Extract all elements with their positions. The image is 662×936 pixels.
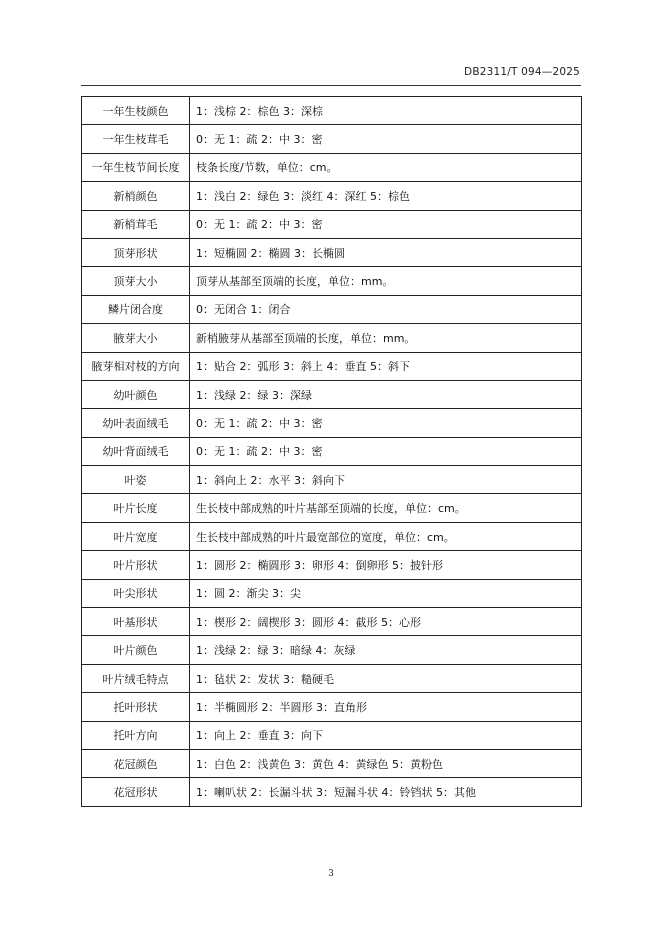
table-row: [82, 494, 582, 522]
trait-description-cell: 1：喇叭状 2：长漏斗状 3：短漏斗状 4：铃铛状 5：其他: [190, 778, 582, 806]
trait-name-cell: 托叶形状: [82, 693, 190, 721]
table-row: [82, 267, 582, 295]
trait-description-cell: 0：无 1：疏 2：中 3：密: [190, 409, 582, 437]
trait-name-cell: 叶基形状: [82, 608, 190, 636]
page-number: 3: [328, 869, 334, 879]
trait-name-cell: 一年生枝茸毛: [82, 125, 190, 153]
trait-description-cell: 生长枝中部成熟的叶片最宽部位的宽度，单位：cm。: [190, 522, 582, 550]
table-row: [82, 522, 582, 550]
table-row: [82, 97, 582, 125]
trait-name-cell: 一年生枝颜色: [82, 97, 190, 125]
trait-description-cell: 1：浅棕 2：棕色 3：深棕: [190, 97, 582, 125]
trait-name-cell: 腋芽大小: [82, 324, 190, 352]
trait-description-cell: 新梢腋芽从基部至顶端的长度，单位：mm。: [190, 324, 582, 352]
trait-description-cell: 0：无 1：疏 2：中 3：密: [190, 125, 582, 153]
traits-table-body: [82, 97, 582, 807]
trait-name-cell: 腋芽相对枝的方向: [82, 352, 190, 380]
trait-name-cell: 叶片长度: [82, 494, 190, 522]
trait-description-cell: 0：无闭合 1：闭合: [190, 295, 582, 323]
table-row: [82, 437, 582, 465]
trait-name-cell: 花冠形状: [82, 778, 190, 806]
trait-name-cell: 叶姿: [82, 466, 190, 494]
table-row: [82, 579, 582, 607]
trait-name-cell: 顶芽大小: [82, 267, 190, 295]
trait-name-cell: 新梢颜色: [82, 182, 190, 210]
trait-description-cell: 1：斜向上 2：水平 3：斜向下: [190, 466, 582, 494]
trait-name-cell: 叶尖形状: [82, 579, 190, 607]
table-row: [82, 324, 582, 352]
table-row: [82, 721, 582, 749]
table-row: [82, 380, 582, 408]
trait-description-cell: 0：无 1：疏 2：中 3：密: [190, 210, 582, 238]
table-row: [82, 608, 582, 636]
table-row: [82, 125, 582, 153]
trait-description-cell: 1：浅绿 2：绿 3：深绿: [190, 380, 582, 408]
table-row: [82, 778, 582, 806]
table-row: [82, 636, 582, 664]
table-row: [82, 352, 582, 380]
trait-description-cell: 1：圆形 2：椭圆形 3：卵形 4：倒卵形 5：披针形: [190, 551, 582, 579]
traits-table: [81, 96, 582, 807]
table-row: [82, 182, 582, 210]
table-row: [82, 749, 582, 777]
table-row: [82, 664, 582, 692]
trait-description-cell: 1：毡状 2：发状 3：糙硬毛: [190, 664, 582, 692]
trait-name-cell: 新梢茸毛: [82, 210, 190, 238]
table-row: [82, 409, 582, 437]
trait-name-cell: 花冠颜色: [82, 749, 190, 777]
document-code: DB2311/T 094—2025: [464, 66, 580, 78]
trait-name-cell: 幼叶颜色: [82, 380, 190, 408]
header-rule: [81, 85, 581, 86]
trait-description-cell: 1：浅绿 2：绿 3：暗绿 4：灰绿: [190, 636, 582, 664]
trait-name-cell: 顶芽形状: [82, 238, 190, 266]
trait-description-cell: 0：无 1：疏 2：中 3：密: [190, 437, 582, 465]
trait-name-cell: 叶片宽度: [82, 522, 190, 550]
table-row: [82, 295, 582, 323]
trait-description-cell: 1：贴合 2：弧形 3：斜上 4：垂直 5：斜下: [190, 352, 582, 380]
trait-name-cell: 鳞片闭合度: [82, 295, 190, 323]
trait-description-cell: 1：向上 2：垂直 3：向下: [190, 721, 582, 749]
trait-name-cell: 叶片绒毛特点: [82, 664, 190, 692]
trait-name-cell: 托叶方向: [82, 721, 190, 749]
table-row: [82, 210, 582, 238]
trait-description-cell: 1：圆 2：渐尖 3：尖: [190, 579, 582, 607]
trait-description-cell: 1：楔形 2：阔楔形 3：圆形 4：截形 5：心形: [190, 608, 582, 636]
trait-description-cell: 1：白色 2：浅黄色 3：黄色 4：黄绿色 5：黄粉色: [190, 749, 582, 777]
trait-name-cell: 幼叶背面绒毛: [82, 437, 190, 465]
trait-name-cell: 叶片颜色: [82, 636, 190, 664]
trait-description-cell: 1：短椭圆 2：椭圆 3：长椭圆: [190, 238, 582, 266]
table-row: [82, 693, 582, 721]
table-row: [82, 551, 582, 579]
trait-name-cell: 一年生枝节间长度: [82, 153, 190, 181]
trait-description-cell: 顶芽从基部至顶端的长度，单位：mm。: [190, 267, 582, 295]
table-row: [82, 153, 582, 181]
table-row: [82, 466, 582, 494]
trait-description-cell: 生长枝中部成熟的叶片基部至顶端的长度，单位：cm。: [190, 494, 582, 522]
trait-name-cell: 幼叶表面绒毛: [82, 409, 190, 437]
trait-description-cell: 1：半椭圆形 2：半圆形 3：直角形: [190, 693, 582, 721]
trait-description-cell: 1：浅白 2：绿色 3：淡红 4：深红 5：棕色: [190, 182, 582, 210]
trait-name-cell: 叶片形状: [82, 551, 190, 579]
table-row: [82, 238, 582, 266]
trait-description-cell: 枝条长度/节数，单位：cm。: [190, 153, 582, 181]
